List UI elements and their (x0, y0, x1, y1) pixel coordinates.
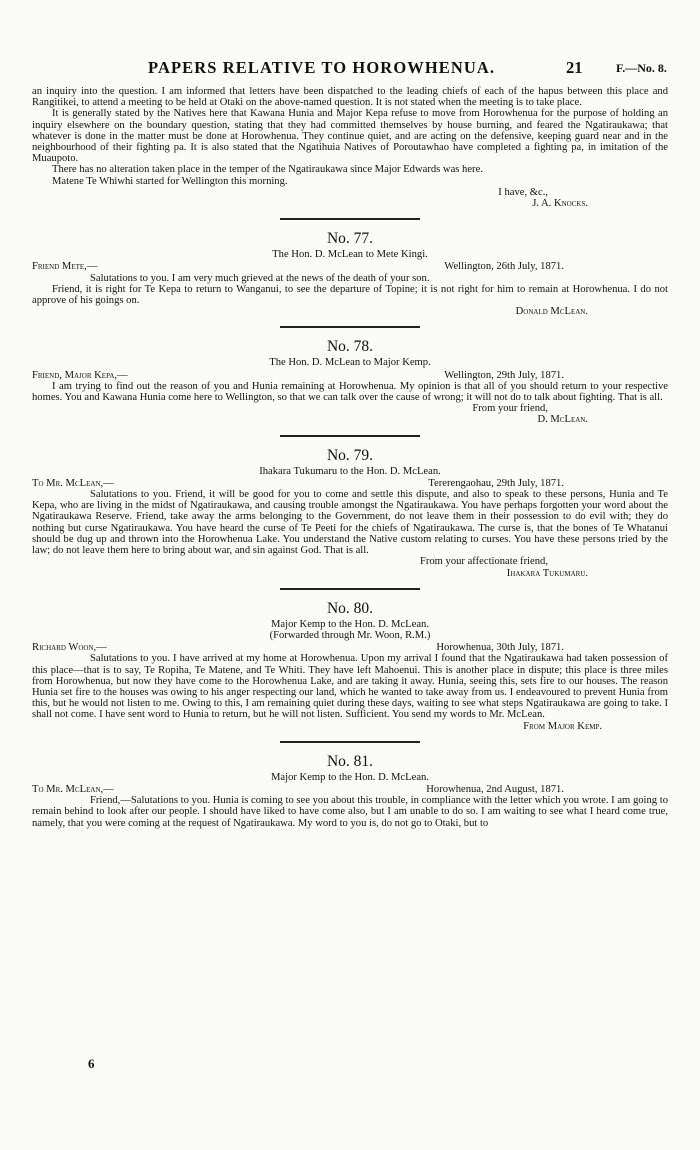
salutation: To Mr. McLean,— (32, 783, 114, 795)
closing-line: From your friend, (472, 403, 548, 415)
running-head (0, 58, 700, 80)
letter-address-line (32, 642, 668, 653)
place-date: Horowhenua, 2nd August, 1871. (426, 783, 564, 795)
letter-subtitle: The Hon. D. McLean to Major Kemp. (269, 357, 431, 369)
signature: J. A. Knocks. (532, 198, 588, 210)
salutation: Friend Mete,— (32, 261, 98, 273)
letter-address-line (32, 261, 668, 272)
letter-paragraph: I am trying to find out the reason of you and Hunia remaining at Horowhenua. My opinion is that all of you should return to your respective homes. You and Kawana Hunia come here to Wellington, so that we can talk over the cause of wrong; it will not do to talk about fighting. That is all. (32, 380, 668, 404)
intro-paragraph: Matene Te Whiwhi started for Wellington this morning. (52, 175, 288, 187)
intro-paragraph: There has no alteration taken place in the temper of the Ngatiraukawa since Major Edwards was here. (52, 164, 483, 176)
letter-paragraph: Friend,—Salutations to you. Hunia is coming to see you about this trouble, in compliance with the letter which you wrote. I am going to remain behind to look after our people. I should have liked to have come also, but I am unable to do so. I am waiting to see what I heard come true, namely, that you were coming at the request of Ngatiraukawa. My word to you is, do not go to Otaki, but to (32, 795, 668, 829)
letter-subtitle: Ihakara Tukumaru to the Hon. D. McLean. (259, 465, 441, 477)
letter-paragraph: Salutations to you. I have arrived at my home at Horowhenua. Upon my arrival I found that the Ngatiraukawa had taken possession of this place—that is to say, Te Ropiha, Te Matene, and Te Whiti. They have left Mahoenui. This is another place in dispute; this place is three miles from Horowhenua, but now they have come to the Horowhenua Lake, and are taking it away. Hunia, seeing this, sets fire to our houses. The reason Hunia set fire to the houses was owing to his anger respecting our land, which he wanted to take away from us. I endeavoured to prevent Hunia from this, but he would not listen to me. Owing to this, I am remaining quiet during these days, waiting to see what steps Ngatiraukawa are going to take. I shall not come. I have sent word to Hunia to return, but he will not listen. Sufficient. You send my words to Mr. McLean. (32, 653, 668, 721)
page-title: PAPERS RELATIVE TO HOROWHENUA. (148, 58, 496, 77)
letter-number: No. 77. (326, 230, 374, 248)
signature: D. McLean. (537, 414, 588, 426)
page-number: 21 (566, 58, 583, 77)
place-date: Wellington, 26th July, 1871. (444, 261, 564, 273)
closing-line: From your affectionate friend, (419, 556, 548, 568)
section-rule (280, 588, 420, 590)
letter-address-line (32, 784, 668, 795)
place-date: Tererengaohau, 29th July, 1871. (428, 477, 564, 489)
letter-number: No. 79. (326, 446, 374, 464)
section-rule (280, 435, 420, 437)
letter-address-line (32, 478, 668, 489)
signature: Donald McLean. (515, 306, 588, 318)
intro-paragraph: It is generally stated by the Natives here that Kawana Hunia and Major Kepa refuse to move from Horowhenua for the purpose of holding an inquiry elsewhere on the boundary question, stating that they had committed themselves by house burning, and feared the Ngatiraukawa; that whatever is done in the matter must be done at Horowhenua. They continue quiet, and are acting on the defensive, keeping guard near and in the neighbourhood of their fighting pa. It is also stated that the Ngatihuia Natives of Poroutawhao have completed a fighting pa, in imitation of the Muaupoto. (32, 108, 668, 165)
printer-signature-mark: 6 (88, 1056, 95, 1071)
place-date: Horowhenua, 30th July, 1871. (436, 642, 564, 654)
salutation: Friend, Major Kepa,— (32, 369, 128, 381)
letter-paragraph: Salutations to you. I am very much grieved at the news of the death of your son. (90, 272, 430, 284)
letter-subtitle: The Hon. D. McLean to Mete Kingi. (272, 249, 428, 261)
letter-subtitle-note: (Forwarded through Mr. Woon, R.M.) (269, 629, 431, 641)
salutation: To Mr. McLean,— (32, 477, 114, 489)
salutation: Richard Woon,— (32, 642, 107, 654)
letter-subtitle: Major Kemp to the Hon. D. McLean. (271, 771, 429, 783)
letter-paragraph: Salutations to you. Friend, it will be good for you to come and settle this dispute, and also to speak to these persons, Hunia and Te Kepa, who are living in the midst of Ngatiraukawa, and causing trouble amongst the Ngatiraukawa. You have perhaps forgotten your word about the Ngatiraukawa Reserve. Friend, take away the arms belonging to the Government, do not leave them in their possession to do evil with; they do nothing but curse Ngatiraukawa. You have heard the curse of Te Peeti for the chiefs of Ngatiraukawa. The curse is, that the bones of Te Whatanui should be dug up and thrown into the Horowhenua Lake. You understand the Native custom relating to curses. You have these persons tried by the law; do not leave them here to bring about war, and sin against God. That is all. (32, 489, 668, 557)
intro-paragraph: an inquiry into the question. I am informed that letters have been dispatched to the leading chiefs of each of the hapus between this place and Rangitikei, to attend a meeting to be held at Otaki on the above-named question. It is not stated when the meeting is to take place. (32, 86, 668, 109)
letter-number: No. 81. (326, 752, 374, 770)
letter-number: No. 80. (326, 599, 374, 617)
paper-reference: F.—No. 8. (616, 61, 667, 75)
letter-paragraph: Friend, it is right for Te Kepa to return to Wanganui, to see the departure of Topine; it is not right for him to remain at Horowhenua. I do not approve of his goings on. (32, 283, 668, 307)
place-date: Wellington, 29th July, 1871. (444, 369, 564, 381)
section-rule (280, 218, 420, 220)
document-body (32, 86, 668, 829)
section-rule (280, 741, 420, 743)
letter-address-line (32, 370, 668, 381)
letter-subtitle: Major Kemp to the Hon. D. McLean. (271, 618, 429, 630)
signature: From Major Kemp. (523, 720, 602, 732)
closing-line: I have, &c., (498, 186, 548, 198)
signature: Ihakara Tukumaru. (506, 567, 588, 579)
letter-number: No. 78. (326, 338, 374, 356)
section-rule (280, 326, 420, 328)
